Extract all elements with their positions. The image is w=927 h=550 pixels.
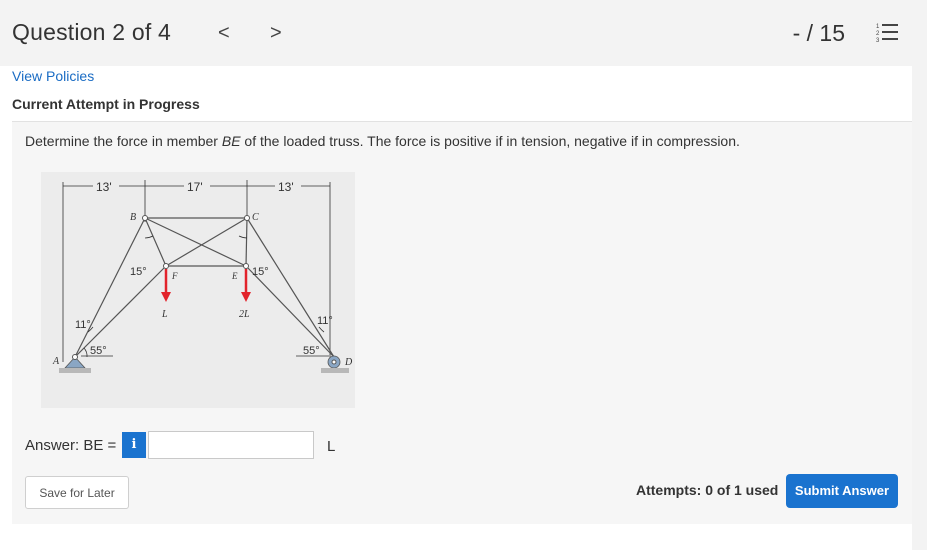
member-CD — [247, 218, 334, 357]
member-AF — [75, 266, 166, 357]
load-E-label: 2L — [239, 309, 250, 320]
angle-arc-C — [239, 236, 247, 238]
previous-question-button[interactable]: < — [218, 22, 230, 44]
save-for-later-button[interactable]: Save for Later — [25, 476, 129, 509]
angle-A-55-label: 55° — [90, 345, 107, 357]
angle-A-11-label: 11° — [75, 319, 91, 331]
load-arrow-F-head — [161, 292, 171, 302]
angle-arc-B — [145, 236, 153, 238]
node-D-label: D — [345, 357, 353, 368]
node-B-label: B — [130, 212, 137, 223]
dimension-right-label: 13' — [278, 180, 294, 194]
member-CF — [166, 218, 247, 266]
dimension-middle-label: 17' — [187, 180, 203, 194]
attempt-heading: Current Attempt in Progress — [12, 96, 200, 112]
member-AB — [75, 218, 145, 357]
truss-figure — [41, 172, 355, 408]
svg-text:2: 2 — [876, 31, 880, 37]
joint-E — [244, 264, 249, 269]
answer-label: Answer: BE = — [25, 437, 117, 454]
submit-answer-button[interactable]: Submit Answer — [786, 474, 898, 508]
dimension-left-label: 13' — [96, 180, 112, 194]
svg-text:3: 3 — [876, 38, 880, 44]
question-text-after: of the loaded truss. The force is positive if in tension, negative if in compression. — [240, 133, 740, 149]
node-E-label: E — [232, 271, 238, 281]
answer-unit: L — [327, 438, 336, 455]
view-policies-link[interactable]: View Policies — [12, 68, 95, 84]
question-text-before: Determine the force in member — [25, 133, 222, 149]
member-BE — [145, 218, 246, 266]
top-bar — [0, 0, 927, 66]
joint-A — [73, 355, 78, 360]
node-C-label: C — [252, 212, 259, 223]
question-member: BE — [221, 133, 241, 149]
next-question-button[interactable]: > — [270, 22, 282, 44]
angle-arc-D-11 — [319, 327, 324, 332]
question-panel — [0, 66, 912, 550]
node-A-label: A — [53, 356, 60, 367]
node-F-label: F — [172, 271, 178, 281]
joint-D — [332, 360, 336, 364]
joint-B — [143, 216, 148, 221]
question-card — [12, 122, 912, 524]
joint-F — [164, 264, 169, 269]
question-counter: Question 2 of 4 — [12, 19, 171, 45]
answer-input[interactable] — [148, 431, 314, 459]
member-ED — [246, 266, 334, 357]
angle-D-11-label: 11° — [317, 315, 333, 327]
load-arrow-E-head — [241, 292, 251, 302]
load-F-label: L — [162, 309, 168, 320]
angle-D-55-label: 55° — [303, 345, 320, 357]
angle-B-label: 15° — [130, 266, 147, 278]
numbered-list-icon[interactable] — [876, 22, 898, 44]
member-BF — [145, 218, 166, 266]
score-display: - / 15 — [792, 20, 845, 46]
ground-A — [59, 368, 91, 373]
angle-C-label: 15° — [252, 266, 269, 278]
info-icon[interactable]: i — [122, 432, 146, 458]
attempts-counter: Attempts: 0 of 1 used — [636, 482, 779, 498]
joint-C — [245, 216, 250, 221]
svg-text:1: 1 — [876, 24, 880, 30]
member-CE — [246, 218, 247, 266]
truss-diagram — [41, 172, 355, 408]
ground-D — [321, 368, 349, 373]
question-text — [25, 133, 740, 149]
